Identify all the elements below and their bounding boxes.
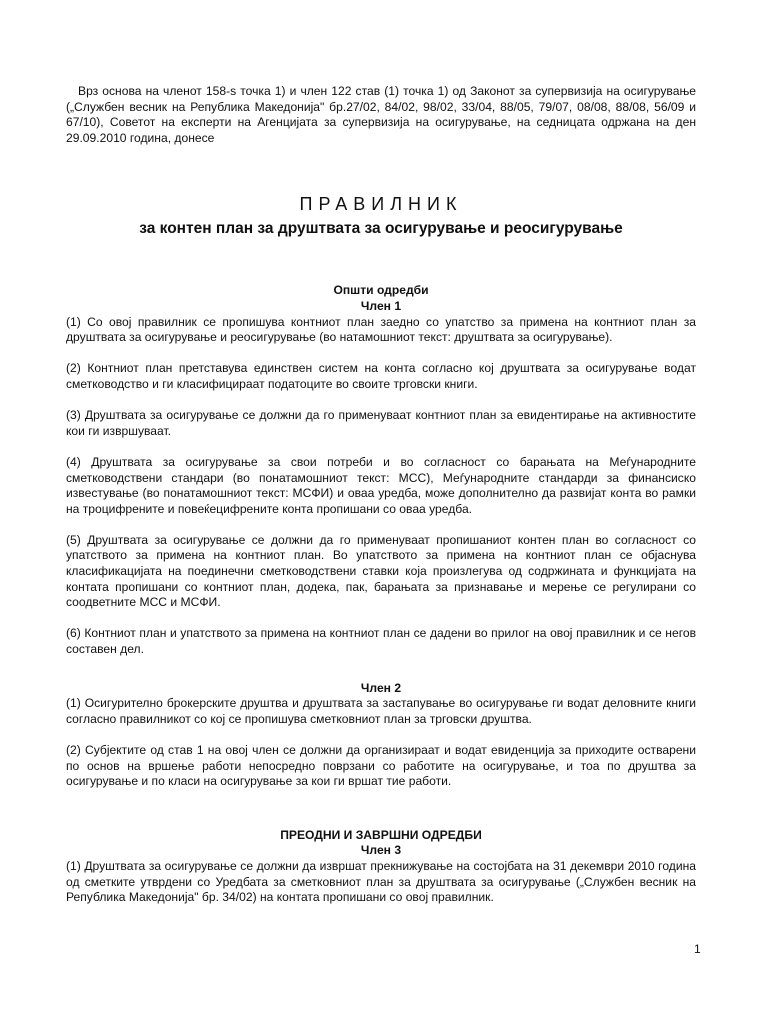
section-general-provisions [66,283,696,657]
article-1-paragraph-1: (1) Со овој правилник се пропишува контниот план заедно со упатство за примена на контниот план за друштвата за осигурување и реосигурување (во натамошниот текст: друштвата за осигурување). [66,314,696,345]
preamble: Врз основа на членот 158-ѕ точка 1) и член 122 став (1) точка 1) од Законот за супервизија на осигурување („Службен весник на Република Македонија" бр.27/02, 84/02, 98/02, 33/04, 88/05, 79/07, 08/08, 88/08, 56/09 и 67/10), Советот на експерти на Агенцијата за супервизија на осигурување, на седницата одржана на ден 29.09.2010 година, донесе [66,84,696,145]
section-transitional-provisions [66,828,696,906]
section-heading-transitional: ПРЕОДНИ И ЗАВРШНИ ОДРЕДБИ [280,827,482,842]
article-1-heading: Член 1 [360,298,402,313]
article-1-paragraph-4: (4) Друштвата за осигурување за свои потреби и во согласност со барањата на Меѓународните сметководствени стандари (во понатамошниот текст: МСС), Меѓународните стандарди за финансиско известување (во понатамошниот текст: МСФИ) и оваа уредба, може дополнително да развијат конта во рамки на троцифрените и повеќецифрените конта пропишани со оваа уредба. [66,454,696,516]
article-1-paragraph-3: (3) Друштвата за осигурување се должни да го применуваат контниот план за евидентирање на активностите кои ги извршуваат. [66,408,696,438]
page-number: 1 [694,942,701,956]
document-subtitle: за контен план за друштвата за осигурување и реосигурување [139,220,623,238]
article-3-heading: Член 3 [360,843,402,858]
article-1-paragraph-2: (2) Контниот план претставува единствен систем на конта согласно кој друштвата за осигурување водат сметководство и ги класифицираат податоците во своите трговски книги. [66,361,696,391]
article-3-paragraph-1: (1) Друштвата за осигурување се должни да извршат прекнижување на состојбата на 31 декември 2010 година од сметките утврдени со Уредбата за сметковниот план за друштвата за осигурување („Службен весник на Република Македонија" бр. 34/02) на контата пропишани со овој правилник. [66,858,696,905]
article-2-paragraph-1: (1) Осигурително брокерските друштва и друштвата за застапување во осигурување ги водат деловните книги согласно правилникот со кој се пропишува сметковниот план за трговски друштва. [66,696,696,726]
document-title: ПРАВИЛНИК [299,194,463,215]
section-heading: Општи одредби [333,283,429,298]
article-1-paragraph-6: (6) Контниот план и упатството за примена на контниот план се дадени во прилог на овој правилник и се негов составен дел. [66,626,696,657]
title-block [66,193,696,239]
section-article-2 [66,681,696,790]
document-page [66,84,696,906]
article-1-paragraph-5: (5) Друштвата за осигурување се должни да го применуваат пропишаниот контен план во согласност со упатството за примена на контниот план. Во упатството за примена на контниот план се објаснува класификацијата на поединечни сметководствени ставки која произлегува од содржината и функцијата на контата пропишани со контниот план, додека, пак, барањата за признавање и мерење се регулирани со соодветните МСС и МСФИ. [66,532,696,610]
article-2-paragraph-2: (2) Субјектите од став 1 на овој член се должни да организираат и водат евиденција за приходите остварени по основ на вршење работи непосредно поврзани со работите на осигурување, и тоа по друштва за осигурување и по класи на осигурување за кои ги вршат тие работи. [66,743,696,789]
article-2-heading: Член 2 [360,680,402,695]
